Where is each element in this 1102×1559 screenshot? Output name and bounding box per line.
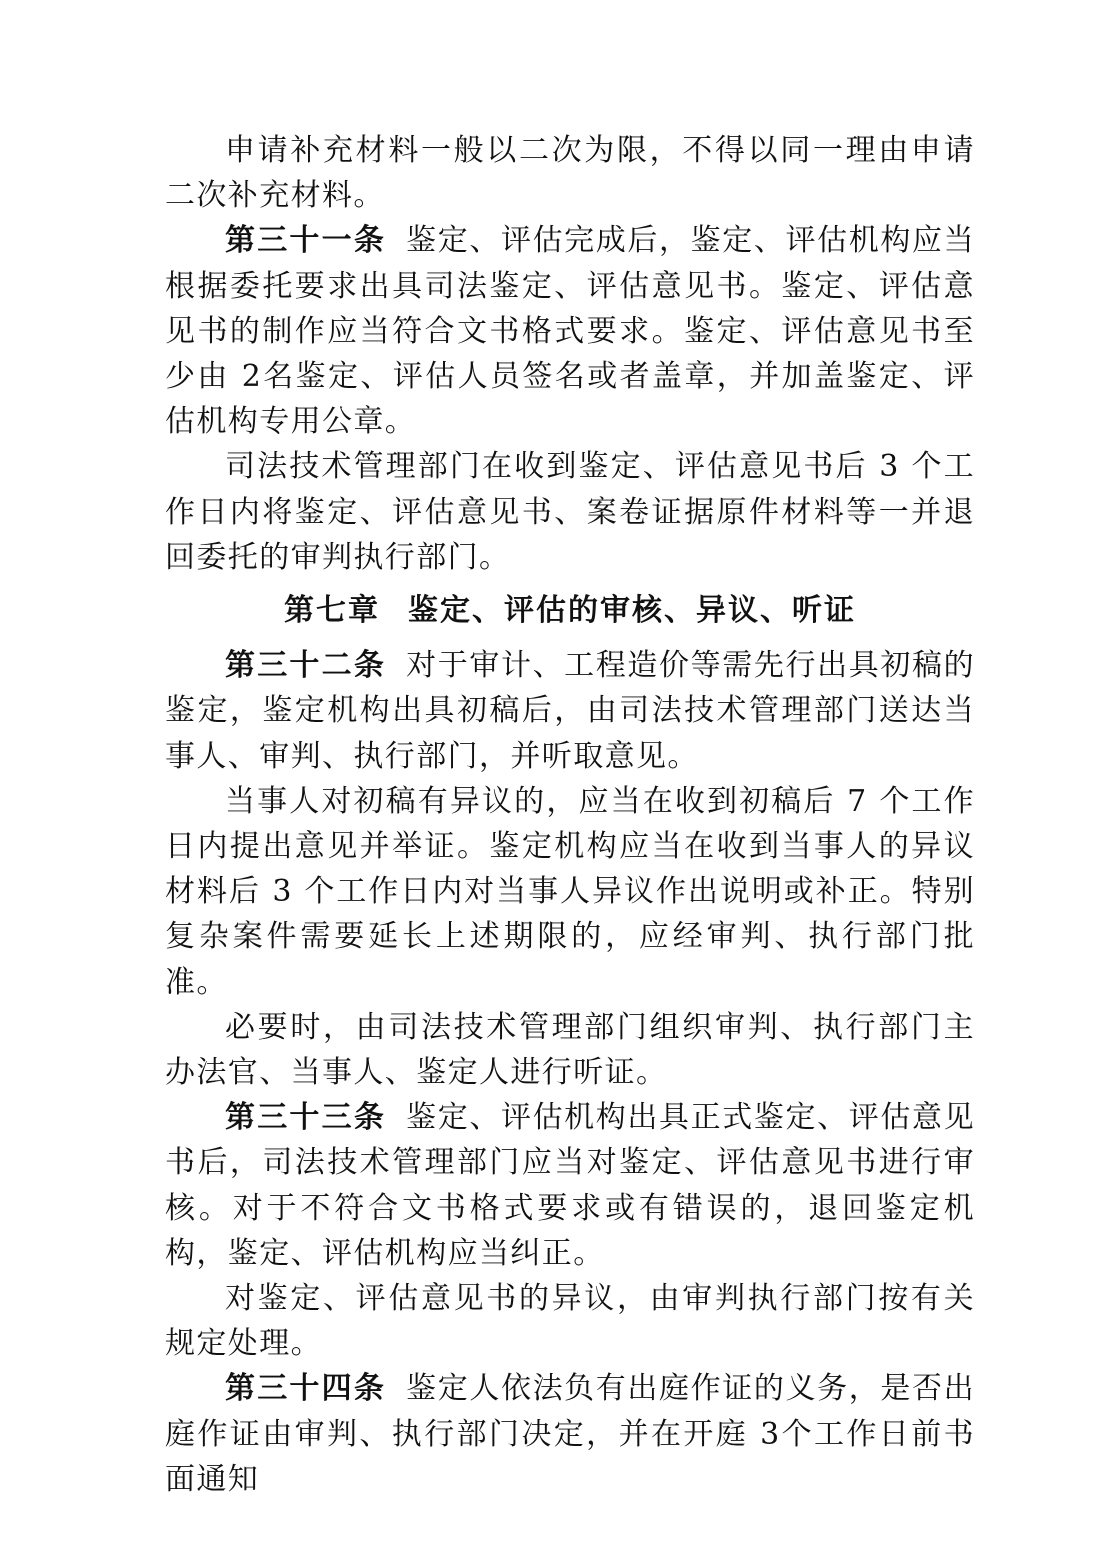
article-31-text: 鉴定、评估完成后，鉴定、评估机构应当根据委托要求出具司法鉴定、评估意见书。鉴定、评估意见书的制作应当符合文书格式要求。鉴定、评估意见书至少由 2名鉴定、评估人员签名或者盖章，并加盖鉴定、评估机构专用公章。 [165,223,975,440]
article-34-label: 第三十四条 [225,1371,387,1407]
chapter-number: 第七章 [284,593,380,629]
paragraph-text: 申请补充材料一般以二次为限，不得以同一理由申请二次补充材料。 [165,133,975,214]
article-33 [165,1095,975,1276]
paragraph-objection-handling [165,1276,975,1366]
chapter-title: 鉴定、评估的审核、异议、听证 [408,593,856,629]
paragraph-objection-draft [165,779,975,1005]
article-33-label: 第三十三条 [225,1100,387,1136]
article-31-label: 第三十一条 [225,223,387,259]
article-33-text: 鉴定、评估机构出具正式鉴定、评估意见书后，司法技术管理部门应当对鉴定、评估意见书进行审核。对于不符合文书格式要求或有错误的，退回鉴定机构，鉴定、评估机构应当纠正。 [165,1100,975,1271]
article-32-label: 第三十二条 [225,648,387,684]
article-32-text: 对于审计、工程造价等需先行出具初稿的鉴定，鉴定机构出具初稿后，由司法技术管理部门送达当事人、审判、执行部门，并听取意见。 [165,648,975,774]
paragraph-text: 必要时，由司法技术管理部门组织审判、执行部门主办法官、当事人、鉴定人进行听证。 [165,1009,975,1091]
article-34-text: 鉴定人依法负有出庭作证的义务，是否出庭作证由审判、执行部门决定，并在开庭 3个工作日前书面通知 [165,1371,975,1497]
chapter-heading [165,588,975,633]
paragraph-supplement-limit [165,128,975,218]
article-34 [165,1366,975,1502]
paragraph-text: 司法技术管理部门在收到鉴定、评估意见书后 3 个工作日内将鉴定、评估意见书、案卷证据原件材料等一并退回委托的审判执行部门。 [165,449,975,575]
document-page [165,128,975,1502]
paragraph-hearing [165,1005,975,1095]
paragraph-return-materials [165,444,975,580]
article-31 [165,218,975,444]
paragraph-text: 当事人对初稿有异议的，应当在收到初稿后 7 个工作日内提出意见并举证。鉴定机构应当在收到当事人的异议材料后 3 个工作日内对当事人异议作出说明或补正。特别复杂案件需要延长上述期限的，应经审判、执行部门批准。 [165,783,975,1000]
article-32 [165,643,975,779]
paragraph-text: 对鉴定、评估意见书的异议，由审判执行部门按有关规定处理。 [165,1281,975,1362]
